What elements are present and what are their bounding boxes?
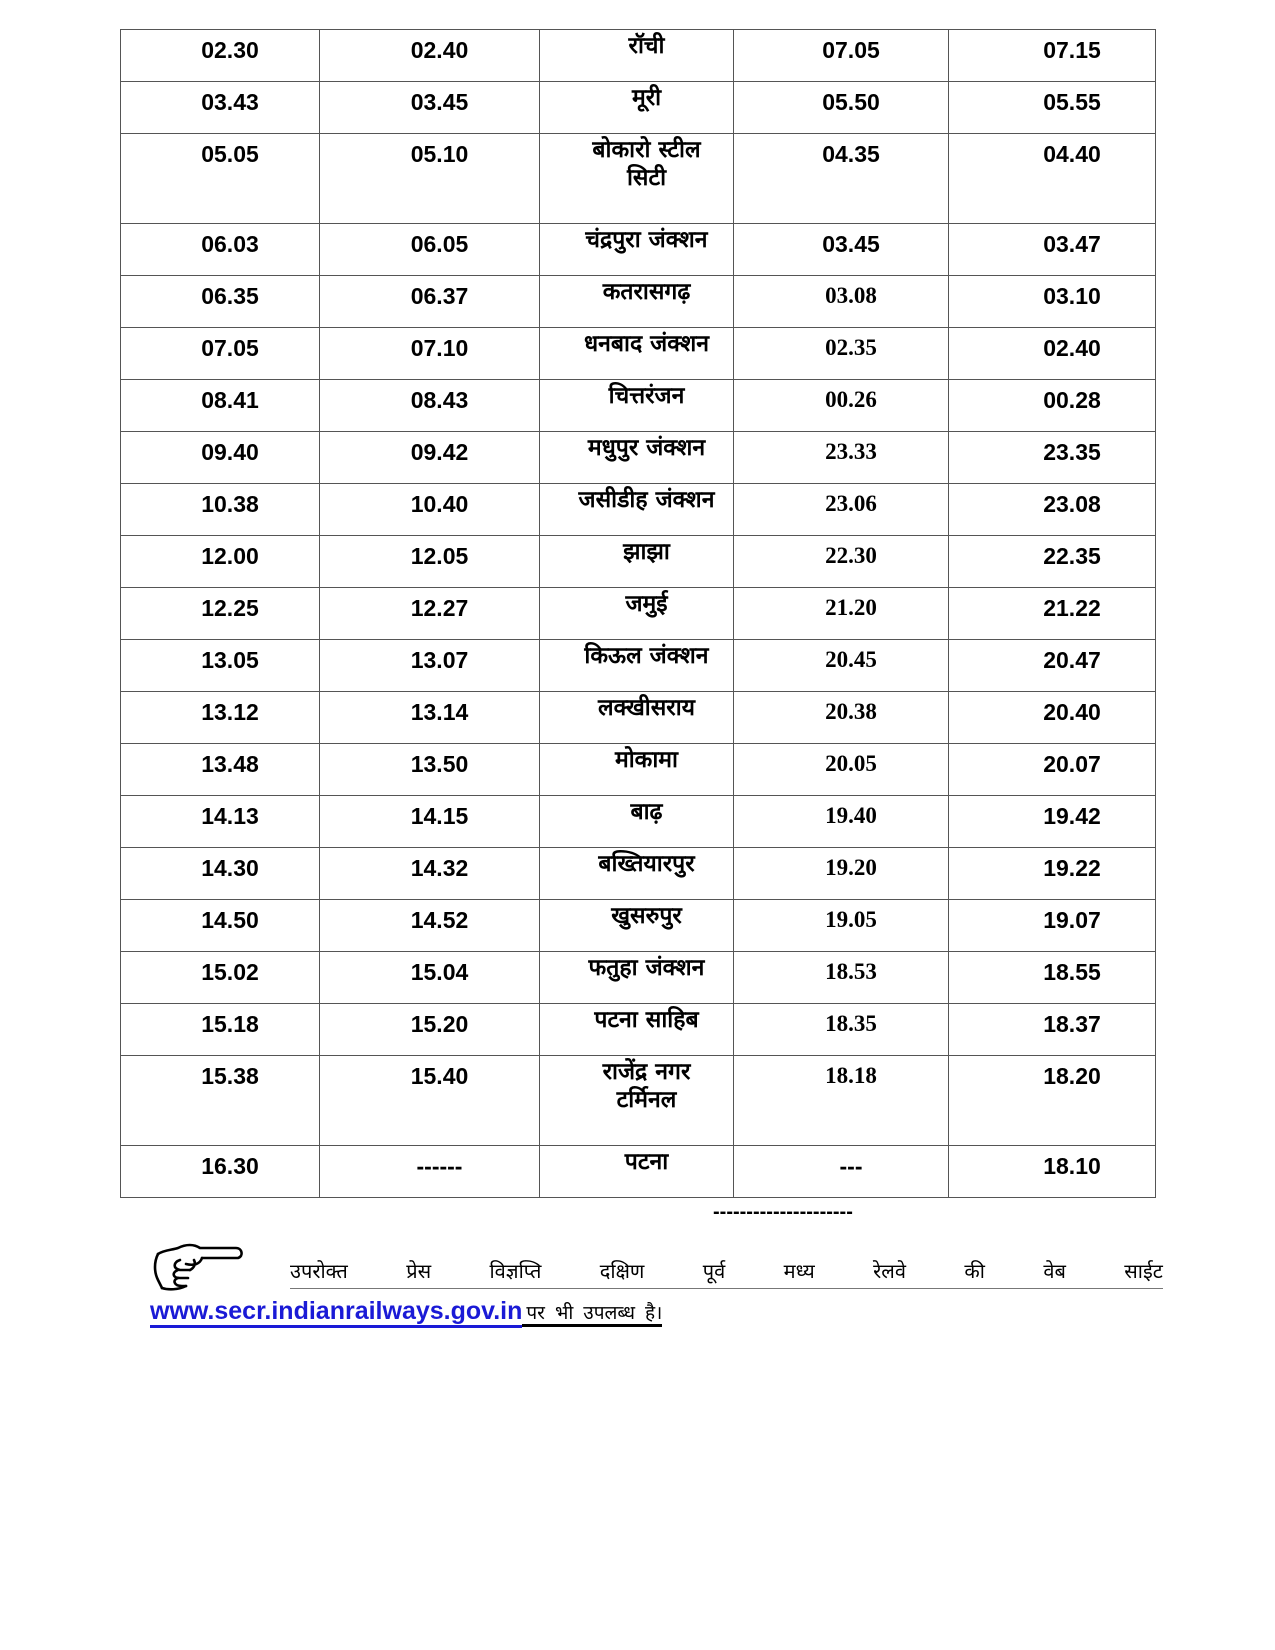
station-name-cell-text: किऊल जंक्शन — [584, 643, 709, 669]
station-name-cell — [540, 484, 734, 536]
station-name-cell — [540, 640, 734, 692]
station-name-cell — [540, 1146, 734, 1198]
time-cell-col5 — [949, 276, 1156, 328]
table-row — [121, 276, 1156, 328]
time-cell-col5 — [949, 640, 1156, 692]
time-cell-col1 — [121, 276, 320, 328]
station-name-cell — [540, 1004, 734, 1056]
time-cell-col2 — [320, 1056, 540, 1146]
station-name-cell-text: चंद्रपुरा जंक्शन — [585, 227, 708, 253]
time-cell-col2 — [320, 848, 540, 900]
time-cell-col5 — [949, 30, 1156, 82]
time-cell-col1 — [121, 744, 320, 796]
time-cell-col1-text: 14.50 — [201, 907, 259, 933]
time-cell-col1 — [121, 484, 320, 536]
notice-text-line1 — [290, 1256, 1163, 1289]
station-name-cell-text: मूरी — [631, 85, 662, 111]
time-cell-col4-text: 20.45 — [825, 647, 877, 672]
time-cell-col1-text: 13.05 — [201, 647, 259, 673]
time-cell-col5-text: 19.07 — [1043, 907, 1101, 933]
table-row — [121, 640, 1156, 692]
station-name-cell-text: लक्खीसराय — [597, 695, 695, 721]
notice-word: प्रेस — [406, 1259, 432, 1283]
table-row — [121, 30, 1156, 82]
pointing-hand-icon — [150, 1240, 246, 1292]
time-cell-col1-text: 13.48 — [201, 751, 259, 777]
notice-word: पूर्व — [702, 1259, 726, 1283]
time-cell-col5 — [949, 1056, 1156, 1146]
time-cell-col2 — [320, 1146, 540, 1198]
time-cell-col1-text: 12.25 — [201, 595, 259, 621]
time-cell-col2-text: 13.50 — [410, 751, 469, 777]
notice-word: दक्षिण — [599, 1259, 645, 1283]
time-cell-col2-text: 15.20 — [410, 1011, 469, 1037]
website-link[interactable]: www.secr.indianrailways.gov.in — [150, 1297, 522, 1328]
time-cell-col1 — [121, 640, 320, 692]
table-row — [121, 134, 1156, 224]
time-cell-col1-text: 03.43 — [201, 89, 259, 115]
station-name-cell-text: मधुपुर जंक्शन — [587, 435, 706, 461]
time-cell-col4 — [734, 224, 949, 276]
time-cell-col2-text: 13.14 — [410, 699, 469, 725]
time-cell-col4-text: 05.50 — [822, 89, 880, 115]
time-cell-col1 — [121, 900, 320, 952]
time-cell-col1 — [121, 224, 320, 276]
time-cell-col4-text: 07.05 — [822, 37, 880, 63]
time-cell-col5-text: 04.40 — [1043, 141, 1101, 167]
time-cell-col5 — [949, 536, 1156, 588]
table-row — [121, 588, 1156, 640]
station-name-cell-text: पटना साहिब — [594, 1007, 699, 1033]
time-cell-col4-text: 18.35 — [825, 1011, 877, 1036]
time-cell-col2 — [320, 82, 540, 134]
time-cell-col5-text: 00.28 — [1043, 387, 1101, 413]
time-cell-col2 — [320, 796, 540, 848]
time-cell-col1-text: 06.35 — [201, 283, 259, 309]
station-name-cell-text: फतुहा जंक्शन — [588, 955, 705, 981]
time-cell-col4 — [734, 952, 949, 1004]
time-cell-col1 — [121, 134, 320, 224]
time-cell-col1-text: 07.05 — [201, 335, 259, 361]
time-cell-col5 — [949, 82, 1156, 134]
notice-word: रेलवे — [873, 1259, 906, 1283]
time-cell-col4 — [734, 1146, 949, 1198]
station-name-cell — [540, 82, 734, 134]
time-cell-col4-text: 18.18 — [825, 1063, 877, 1088]
station-name-cell — [540, 848, 734, 900]
table-row — [121, 848, 1156, 900]
time-cell-col2 — [320, 588, 540, 640]
time-cell-col4 — [734, 1056, 949, 1146]
time-cell-col4-text: 19.05 — [825, 907, 877, 932]
station-name-cell — [540, 1056, 734, 1146]
station-name-cell-text: राजेंद्र नगर टर्मिनल — [602, 1059, 691, 1113]
table-row — [121, 328, 1156, 380]
station-name-cell-text: बाढ़ — [630, 799, 663, 825]
time-cell-col4-text: --- — [839, 1153, 863, 1179]
station-name-cell-text: धनबाद जंक्शन — [583, 331, 710, 357]
time-cell-col5-text: 19.22 — [1043, 855, 1101, 881]
time-cell-col2 — [320, 640, 540, 692]
time-cell-col2-text: 15.04 — [410, 959, 469, 985]
time-cell-col5-text: 03.10 — [1043, 283, 1101, 309]
time-cell-col1-text: 02.30 — [201, 37, 259, 63]
station-name-cell — [540, 432, 734, 484]
time-cell-col5 — [949, 900, 1156, 952]
time-cell-col5-text: 22.35 — [1043, 543, 1101, 569]
station-name-cell — [540, 796, 734, 848]
table-row — [121, 536, 1156, 588]
station-name-cell — [540, 588, 734, 640]
time-cell-col1 — [121, 692, 320, 744]
time-cell-col4-text: 22.30 — [825, 543, 877, 568]
station-name-cell-text: बोकारो स्टील सिटी — [592, 137, 701, 191]
time-cell-col1 — [121, 1004, 320, 1056]
time-cell-col4 — [734, 692, 949, 744]
station-name-cell — [540, 30, 734, 82]
time-cell-col1-text: 10.38 — [201, 491, 259, 517]
time-cell-col1 — [121, 1056, 320, 1146]
time-cell-col2 — [320, 30, 540, 82]
time-cell-col2-text: ------ — [416, 1153, 463, 1179]
time-cell-col5-text: 07.15 — [1043, 37, 1101, 63]
time-cell-col4-text: 20.38 — [825, 699, 877, 724]
time-cell-col1-text: 15.38 — [201, 1063, 259, 1089]
time-cell-col1-text: 13.12 — [201, 699, 259, 725]
time-cell-col4-text: 23.33 — [825, 439, 877, 464]
time-cell-col2 — [320, 952, 540, 1004]
time-cell-col5 — [949, 432, 1156, 484]
time-cell-col4 — [734, 328, 949, 380]
time-cell-col5-text: 20.40 — [1043, 699, 1101, 725]
time-cell-col4-text: 23.06 — [825, 491, 877, 516]
time-cell-col4 — [734, 640, 949, 692]
time-cell-col2-text: 10.40 — [410, 491, 469, 517]
notice-tail-text: पर भी उपलब्ध है। — [522, 1302, 662, 1327]
time-cell-col5-text: 23.08 — [1043, 491, 1101, 517]
time-cell-col2-text: 14.52 — [410, 907, 469, 933]
station-name-cell — [540, 744, 734, 796]
time-cell-col2-text: 07.10 — [410, 335, 469, 361]
table-row — [121, 224, 1156, 276]
station-name-cell-text: खुसरुपुर — [611, 903, 682, 929]
time-cell-col4 — [734, 380, 949, 432]
time-cell-col4-text: 03.45 — [822, 231, 880, 257]
time-cell-col2-text: 12.05 — [410, 543, 469, 569]
time-cell-col5-text: 18.20 — [1043, 1063, 1101, 1089]
notice-word: साईट — [1124, 1259, 1163, 1283]
time-cell-col1-text: 12.00 — [201, 543, 259, 569]
timetable — [120, 29, 1156, 1198]
time-cell-col5-text: 18.55 — [1043, 959, 1101, 985]
time-cell-col1 — [121, 952, 320, 1004]
time-cell-col5-text: 23.35 — [1043, 439, 1101, 465]
time-cell-col4 — [734, 588, 949, 640]
time-cell-col2-text: 03.45 — [410, 89, 469, 115]
time-cell-col4-text: 04.35 — [822, 141, 880, 167]
station-name-cell-text: बख्तियारपुर — [598, 851, 695, 877]
time-cell-col4 — [734, 744, 949, 796]
table-row — [121, 1146, 1156, 1198]
time-cell-col5 — [949, 328, 1156, 380]
time-cell-col4-text: 03.08 — [825, 283, 877, 308]
time-cell-col4-text: 19.40 — [825, 803, 877, 828]
time-cell-col1 — [121, 536, 320, 588]
station-name-cell-text: मोकामा — [614, 747, 679, 773]
station-name-cell-text: जमुई — [625, 591, 668, 617]
time-cell-col2 — [320, 900, 540, 952]
time-cell-col5 — [949, 848, 1156, 900]
time-cell-col2 — [320, 134, 540, 224]
time-cell-col5-text: 18.10 — [1043, 1153, 1101, 1179]
time-cell-col4-text: 18.53 — [825, 959, 877, 984]
time-cell-col1 — [121, 1146, 320, 1198]
time-cell-col2 — [320, 432, 540, 484]
time-cell-col4 — [734, 432, 949, 484]
time-cell-col5-text: 20.07 — [1043, 751, 1101, 777]
time-cell-col4 — [734, 484, 949, 536]
station-name-cell — [540, 224, 734, 276]
time-cell-col5 — [949, 796, 1156, 848]
time-cell-col1 — [121, 380, 320, 432]
time-cell-col4-text: 20.05 — [825, 751, 877, 776]
time-cell-col5 — [949, 692, 1156, 744]
time-cell-col2-text: 02.40 — [410, 37, 469, 63]
time-cell-col1 — [121, 588, 320, 640]
timetable-body — [121, 30, 1156, 1198]
time-cell-col5 — [949, 1004, 1156, 1056]
table-row — [121, 432, 1156, 484]
time-cell-col4-text: 02.35 — [825, 335, 877, 360]
time-cell-col1-text: 15.02 — [201, 959, 259, 985]
station-name-cell-text: रॉची — [628, 33, 665, 59]
station-name-cell-text: झाझा — [623, 539, 670, 565]
time-cell-col2-text: 06.37 — [410, 283, 469, 309]
time-cell-col1-text: 08.41 — [201, 387, 259, 413]
time-cell-col1-text: 05.05 — [201, 141, 259, 167]
time-cell-col5 — [949, 484, 1156, 536]
time-cell-col5 — [949, 1146, 1156, 1198]
time-cell-col4 — [734, 796, 949, 848]
time-cell-col4 — [734, 1004, 949, 1056]
time-cell-col4-text: 00.26 — [825, 387, 877, 412]
table-row — [121, 692, 1156, 744]
station-name-cell-text: पटना — [624, 1149, 669, 1175]
time-cell-col2-text: 05.10 — [410, 141, 469, 167]
table-row — [121, 900, 1156, 952]
time-cell-col1 — [121, 30, 320, 82]
time-cell-col5-text: 05.55 — [1043, 89, 1101, 115]
time-cell-col4-text: 19.20 — [825, 855, 877, 880]
time-cell-col1-text: 09.40 — [201, 439, 259, 465]
time-cell-col1 — [121, 82, 320, 134]
time-cell-col1 — [121, 328, 320, 380]
notice-word: मध्य — [783, 1259, 815, 1283]
time-cell-col5-text: 03.47 — [1043, 231, 1101, 257]
time-cell-col5 — [949, 744, 1156, 796]
time-cell-col2 — [320, 328, 540, 380]
time-cell-col4-text: 21.20 — [825, 595, 877, 620]
time-cell-col5 — [949, 380, 1156, 432]
table-row — [121, 82, 1156, 134]
station-name-cell-text: कतरासगढ़ — [602, 279, 691, 305]
station-name-cell — [540, 380, 734, 432]
notice-word: की — [964, 1259, 985, 1283]
end-marker: --------------------- — [713, 1201, 853, 1223]
station-name-cell-text: चित्तरंजन — [608, 383, 685, 409]
time-cell-col5-text: 18.37 — [1043, 1011, 1101, 1037]
notice-text-line2 — [150, 1296, 662, 1328]
time-cell-col2-text: 12.27 — [410, 595, 469, 621]
time-cell-col4 — [734, 536, 949, 588]
time-cell-col2-text: 06.05 — [410, 231, 469, 257]
time-cell-col2 — [320, 744, 540, 796]
station-name-cell — [540, 536, 734, 588]
table-row — [121, 1056, 1156, 1146]
time-cell-col4 — [734, 900, 949, 952]
station-name-cell — [540, 900, 734, 952]
table-row — [121, 484, 1156, 536]
time-cell-col2-text: 08.43 — [410, 387, 469, 413]
time-cell-col4 — [734, 848, 949, 900]
time-cell-col1 — [121, 848, 320, 900]
time-cell-col2 — [320, 276, 540, 328]
time-cell-col2-text: 14.32 — [410, 855, 469, 881]
time-cell-col2-text: 15.40 — [410, 1063, 469, 1089]
time-cell-col1-text: 14.13 — [201, 803, 259, 829]
notice-word: विज्ञप्ति — [489, 1259, 542, 1283]
time-cell-col1-text: 14.30 — [201, 855, 259, 881]
table-row — [121, 952, 1156, 1004]
table-row — [121, 1004, 1156, 1056]
time-cell-col5-text: 21.22 — [1043, 595, 1101, 621]
time-cell-col2 — [320, 536, 540, 588]
station-name-cell — [540, 276, 734, 328]
time-cell-col1-text: 15.18 — [201, 1011, 259, 1037]
time-cell-col2 — [320, 484, 540, 536]
time-cell-col5-text: 20.47 — [1043, 647, 1101, 673]
time-cell-col5 — [949, 588, 1156, 640]
station-name-cell — [540, 328, 734, 380]
time-cell-col4 — [734, 276, 949, 328]
time-cell-col4 — [734, 134, 949, 224]
notice-word: उपरोक्त — [290, 1259, 348, 1283]
time-cell-col2 — [320, 380, 540, 432]
table-row — [121, 380, 1156, 432]
station-name-cell — [540, 134, 734, 224]
time-cell-col5-text: 19.42 — [1043, 803, 1101, 829]
table-row — [121, 796, 1156, 848]
time-cell-col1 — [121, 796, 320, 848]
station-name-cell — [540, 692, 734, 744]
table-row — [121, 744, 1156, 796]
time-cell-col2 — [320, 692, 540, 744]
time-cell-col5 — [949, 134, 1156, 224]
station-name-cell-text: जसीडीह जंक्शन — [578, 487, 715, 513]
time-cell-col2-text: 14.15 — [410, 803, 469, 829]
time-cell-col2 — [320, 1004, 540, 1056]
time-cell-col1-text: 16.30 — [201, 1153, 259, 1179]
time-cell-col2-text: 13.07 — [410, 647, 469, 673]
time-cell-col1-text: 06.03 — [201, 231, 259, 257]
time-cell-col2 — [320, 224, 540, 276]
notice-word: वेब — [1043, 1259, 1066, 1283]
time-cell-col5-text: 02.40 — [1043, 335, 1101, 361]
station-name-cell — [540, 952, 734, 1004]
time-cell-col2-text: 09.42 — [410, 439, 469, 465]
time-cell-col4 — [734, 30, 949, 82]
time-cell-col1 — [121, 432, 320, 484]
time-cell-col5 — [949, 224, 1156, 276]
time-cell-col5 — [949, 952, 1156, 1004]
time-cell-col4 — [734, 82, 949, 134]
